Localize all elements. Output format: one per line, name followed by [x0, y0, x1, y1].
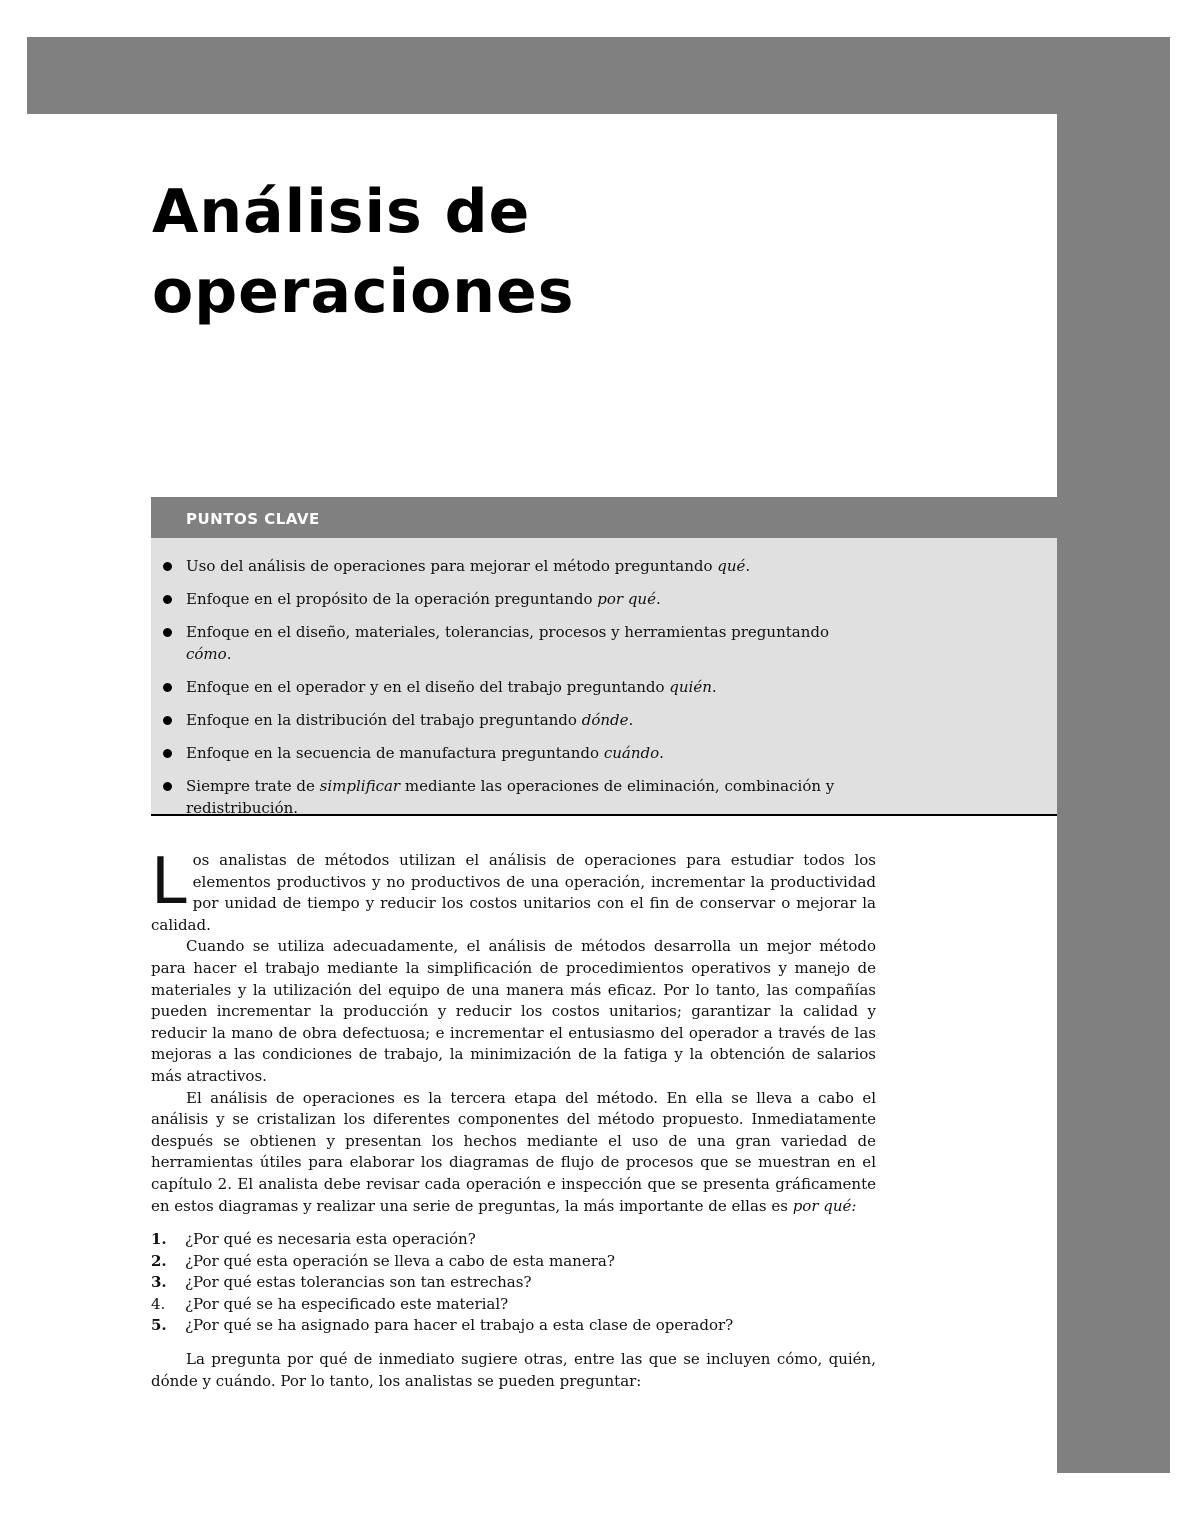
question-text: ¿Por qué esta operación se lleva a cabo de esta manera? — [185, 1251, 615, 1270]
key-point-text: Enfoque en el diseño, materiales, tolerancias, procesos y herramientas preguntando — [186, 623, 829, 641]
key-point-emphasis: dónde — [581, 711, 629, 729]
key-point-emphasis: por qué — [597, 590, 656, 608]
key-point-item — [163, 742, 843, 764]
key-point-emphasis: cómo — [186, 645, 227, 663]
question-text: ¿Por qué se ha asignado para hacer el trabajo a esta clase de operador? — [185, 1316, 734, 1335]
questions-list — [151, 1229, 876, 1337]
question-number: 3. — [151, 1273, 167, 1292]
bullet-icon — [163, 595, 172, 604]
key-point-end: . — [745, 557, 751, 575]
key-point-item — [163, 775, 843, 819]
key-point-emphasis: simplificar — [319, 777, 401, 795]
question-text: ¿Por qué es necesaria esta operación? — [185, 1230, 476, 1249]
paragraph-intro — [151, 845, 876, 936]
paragraph: Cuando se utiliza adecuadamente, el análisis de métodos desarrolla un mejor método para hacer el trabajo mediante la simplificación de procedimientos operativos y manejo de materiales y la utilización del equipo de una manera más eficaz. Por lo tanto, las compañías pueden incrementar la producción y reducir los costos unitarios; garantizar la calidad y reducir la mano de obra defectuosa; e incrementar el entusiasmo del operador a través de las mejoras a las condiciones de trabajo, la minimización de la fatiga y la obtención de salarios más atractivos. — [151, 937, 876, 1085]
key-point-end: . — [655, 590, 661, 608]
paragraph — [151, 1088, 876, 1218]
drop-cap: L — [151, 845, 187, 919]
key-point-end: . — [711, 678, 717, 696]
key-point-text: Siempre trate de — [186, 777, 320, 795]
key-point-end: . — [628, 711, 634, 729]
key-points-list — [163, 555, 843, 830]
bullet-icon — [163, 716, 172, 725]
key-point-item — [163, 555, 843, 577]
key-point-end: mediante las operaciones de eliminación, combinación y redistribución. — [186, 777, 835, 817]
key-point-text: Enfoque en el propósito de la operación preguntando — [186, 590, 598, 608]
chapter-title-line-1: Análisis de — [152, 177, 531, 247]
key-point-item — [163, 676, 843, 698]
question-text: ¿Por qué se ha especificado este material? — [185, 1294, 509, 1313]
question-item — [151, 1251, 876, 1273]
key-point-text: Enfoque en el operador y en el diseño del trabajo preguntando — [186, 678, 670, 696]
key-points-header — [151, 497, 1057, 538]
key-point-text: Enfoque en la secuencia de manufactura preguntando — [186, 744, 604, 762]
question-item — [151, 1229, 876, 1251]
bullet-icon — [163, 562, 172, 571]
question-number: 5. — [151, 1316, 167, 1335]
paragraph: La pregunta por qué de inmediato sugiere otras, entre las que se incluyen cómo, quién, dónde y cuándo. Por lo tanto, los analistas se pueden preguntar: — [151, 1350, 876, 1390]
key-points-header-label: PUNTOS CLAVE — [186, 510, 320, 528]
paragraph-text: El análisis de operaciones es la tercera etapa del método. En ella se lleva a cabo el análisis y se cristalizan los diferentes componentes del método propuesto. Inmediatamente después se obtienen y presentan los hechos mediante el uso de una gran variedad de herramientas útiles para elaborar los diagramas de flujo de procesos que se muestran en el capítulo 2. El analista debe revisar cada operación e inspección que se presenta gráficamente en estos diagramas y realizar una serie de preguntas, la más importante de ellas es — [151, 1088, 876, 1215]
right-gray-band — [1057, 37, 1170, 1473]
paragraph-emphasis: por qué: — [792, 1196, 857, 1215]
chapter-title — [152, 172, 574, 332]
top-gray-band — [27, 37, 1170, 114]
key-point-end: . — [659, 744, 664, 762]
key-points-box — [151, 538, 1057, 816]
key-point-end: . — [226, 645, 232, 663]
bullet-icon — [163, 683, 172, 692]
bullet-icon — [163, 628, 172, 637]
question-item — [151, 1272, 876, 1294]
question-item — [151, 1315, 876, 1337]
bullet-icon — [163, 782, 172, 791]
chapter-title-line-2: operaciones — [152, 257, 575, 327]
body-text — [151, 845, 876, 1392]
question-number: 1. — [151, 1230, 167, 1249]
key-point-text: Enfoque en la distribución del trabajo preguntando — [186, 711, 582, 729]
paragraph-intro-text: os analistas de métodos utilizan el análisis de operaciones para estudiar todos los elementos productivos y no productivos de una operación, incrementar la productividad por unidad de tiempo y reducir los costos unitarios con el fin de conservar o mejorar la calidad. — [151, 851, 876, 934]
key-point-emphasis: quién — [669, 678, 712, 696]
question-number: 2. — [151, 1251, 167, 1270]
question-number: 4. — [151, 1294, 166, 1313]
key-point-item — [163, 621, 843, 665]
key-point-text: Uso del análisis de operaciones para mejorar el método preguntando — [186, 557, 718, 575]
key-point-emphasis: cuándo — [603, 744, 660, 762]
key-point-emphasis: qué — [717, 557, 746, 575]
bullet-icon — [163, 749, 172, 758]
key-point-item — [163, 709, 843, 731]
question-item — [151, 1294, 876, 1316]
key-point-item — [163, 588, 843, 610]
question-text: ¿Por qué estas tolerancias son tan estrechas? — [185, 1273, 532, 1292]
